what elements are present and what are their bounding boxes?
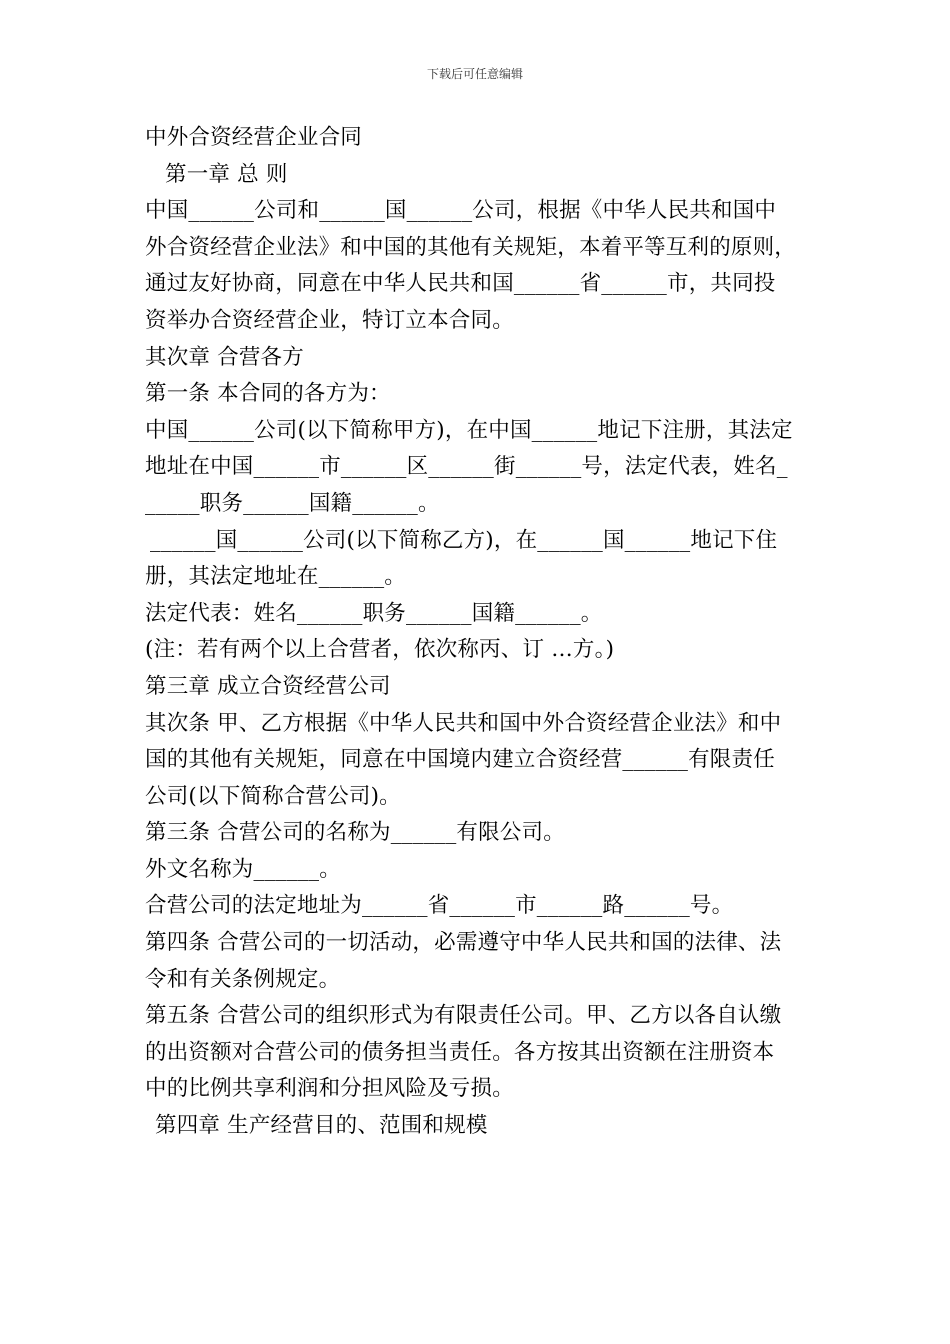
text-line: 第五条 合营公司的组织形式为有限责任公司。甲、乙方以各自认缴 xyxy=(145,1003,782,1029)
text-line: 第一章 总 则 xyxy=(165,161,288,187)
text-line: (注：若有两个以上合营者，依次称丙、订 …方。) xyxy=(145,637,615,663)
text-line: 第四条 合营公司的一切活动，必需遵守中华人民共和国的法律、法 xyxy=(145,930,782,956)
text-line: 中的比例共享利润和分担风险及亏损。 xyxy=(145,1076,514,1102)
text-line: 第四章 生产经营目的、范围和规模 xyxy=(155,1113,488,1139)
text-line: 第三条 合营公司的名称为______有限公司。 xyxy=(145,820,565,846)
text-line: 册，其法定地址在______。 xyxy=(145,564,407,590)
text-line: 合营公司的法定地址为______省______市______路______号。 xyxy=(145,893,734,919)
text-line: 令和有关条例规定。 xyxy=(145,966,341,992)
text-line: 中国______公司和______国______公司，根据《中华人民共和国中 xyxy=(145,198,777,224)
text-line: 通过友好协商，同意在中华人民共和国______省______市，共同投 xyxy=(145,271,776,297)
text-line: 其次章 合营各方 xyxy=(145,344,304,370)
text-line: 国的其他有关规矩，同意在中国境内建立合资经营______有限责任 xyxy=(145,747,775,773)
text-line: 中国______公司(以下简称甲方)，在中国______地记下注册，其法定 xyxy=(145,417,793,443)
page-header-note: 下载后可任意编辑 xyxy=(426,67,523,81)
text-line: _____职务______国籍______。 xyxy=(145,490,440,516)
document-title: 中外合资经营企业合同 xyxy=(145,125,363,150)
document-body xyxy=(145,120,810,1145)
text-line: 外文名称为______。 xyxy=(145,856,341,882)
text-line: 第三章 成立合资经营公司 xyxy=(145,673,391,699)
text-line: 的出资额对合营公司的债务担当责任。各方按其出资额在注册资本 xyxy=(145,1039,775,1065)
text-line: ______国______公司(以下简称乙方)，在______国______地记下住 xyxy=(150,527,778,553)
text-line: 公司(以下简称合营公司)。 xyxy=(145,783,401,809)
text-line: 其次条 甲、乙方根据《中华人民共和国中外合资经营企业法》和中 xyxy=(145,710,782,736)
text-line: 地址在中国______市______区______街______号，法定代表，姓名_ xyxy=(145,454,788,480)
text-line: 外合资经营企业法》和中国的其他有关规矩，本着平等互利的原则， xyxy=(145,234,797,260)
text-line: 资举办合资经营企业，特订立本合同。 xyxy=(145,307,514,333)
text-line: 法定代表：姓名______职务______国籍______。 xyxy=(145,600,603,626)
text-line: 第一条 本合同的各方为： xyxy=(145,381,391,407)
